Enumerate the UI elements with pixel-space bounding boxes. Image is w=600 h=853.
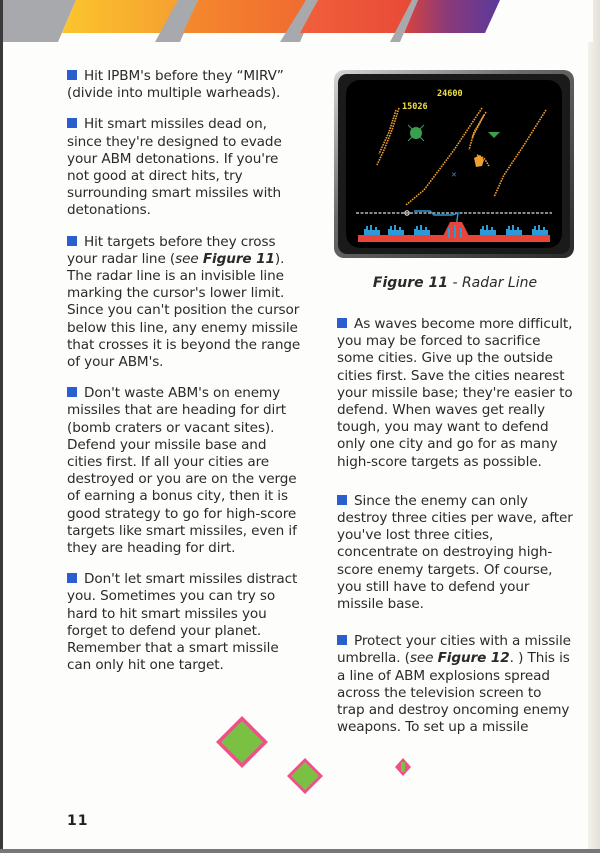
tip-text: Protect your cities with a missile umbrella. ( (337, 633, 571, 667)
tip-paragraph (337, 633, 573, 736)
bullet-square-icon (67, 573, 77, 583)
header-color-stripes (0, 0, 600, 42)
bullet-square-icon (337, 318, 347, 328)
bullet-square-icon (67, 236, 77, 246)
bullet-square-icon (337, 495, 347, 505)
tip-paragraph (337, 316, 573, 471)
score-top: 24600 (437, 89, 463, 99)
tip-text: Hit smart missiles dead on, since they're designed to evade your ABM detonations. If you're not good at direct hits, try surrounding smart missiles with detonations. (67, 116, 282, 219)
stripe-orange (183, 0, 306, 33)
tip-text: Hit IPBM's before they “MIRV” (divide into multiple warheads). (67, 68, 284, 102)
tip-text: . ) This is a line of ABM explosions spread across the television screen to trap and destroy oncoming enemy weapons. To set up a missile (337, 650, 570, 736)
tip-paragraph (67, 68, 302, 102)
stripe-red (300, 0, 412, 33)
tip-text: As waves become more difficult, you may be forced to sacrifice some cities. Give up the outside cities first. Save the cities nearest your missile base; they're easier to defend. When waves get really tough, you may want to defend only one city and go for as many high-score targets as possible. (337, 316, 573, 470)
bullet-square-icon (67, 70, 77, 80)
page-left-edge (0, 0, 3, 853)
tip-paragraph (337, 493, 573, 613)
see-label: see (409, 650, 438, 667)
explosion-large-icon (216, 716, 268, 768)
tip-paragraph (67, 571, 302, 674)
page-bottom-edge (0, 849, 600, 853)
bullet-square-icon (337, 635, 347, 645)
caption-separator: - (448, 275, 462, 291)
left-column (67, 68, 302, 689)
stripe-yellow (62, 0, 178, 33)
figure-caption (337, 275, 573, 291)
tip-text: ). The radar line is an invisible line marking the cursor's lower limit. Since you can't position the cursor below this line, any enemy missile that crosses it is beyond the range of your ABM's. (67, 250, 301, 371)
explosion-small-icon (395, 758, 411, 776)
bullet-square-icon (67, 387, 77, 397)
score-left: 15026 (402, 102, 428, 112)
tip-paragraph (67, 234, 302, 372)
explosion-medium-icon (287, 758, 323, 794)
tip-paragraph (67, 116, 302, 219)
right-column (337, 316, 573, 750)
bullet-square-icon (67, 118, 77, 128)
tip-paragraph (67, 385, 302, 557)
tip-text: Don't waste ABM's on enemy missiles that are heading for dirt (bomb craters or vacant sites). Defend your missile base and cities first. If all your cities are destroyed or you are on the verge of earning a bonus city, then it is good strategy to go for high-score targets like smart missiles, even if they are heading for dirt. (67, 385, 297, 557)
figure-11-tv-screenshot (334, 70, 574, 258)
page-number: 11 (67, 813, 89, 829)
figure-title: Radar Line (461, 275, 538, 291)
tip-text: Hit targets before they cross your radar line ( (67, 233, 276, 267)
tip-text: Don't let smart missiles distract you. Sometimes you can try so hard to hit smart missiles you forget to defend your planet. Remember that a smart missile can only hit one target. (67, 571, 298, 674)
stripe-purple (404, 0, 500, 33)
see-label: see (175, 250, 203, 267)
page-right-edge (588, 0, 600, 853)
figure-reference: Figure 11 (202, 250, 275, 267)
tip-text: Since the enemy can only destroy three cities per wave, after you've lost three cities, concentrate on destroying high-score enemy targets. Of course, you still have to defend your missile base. (337, 492, 573, 613)
cursor-target: ✕ (451, 171, 457, 179)
figure-reference: Figure 12 (437, 650, 510, 667)
figure-label: Figure 11 (372, 275, 448, 291)
